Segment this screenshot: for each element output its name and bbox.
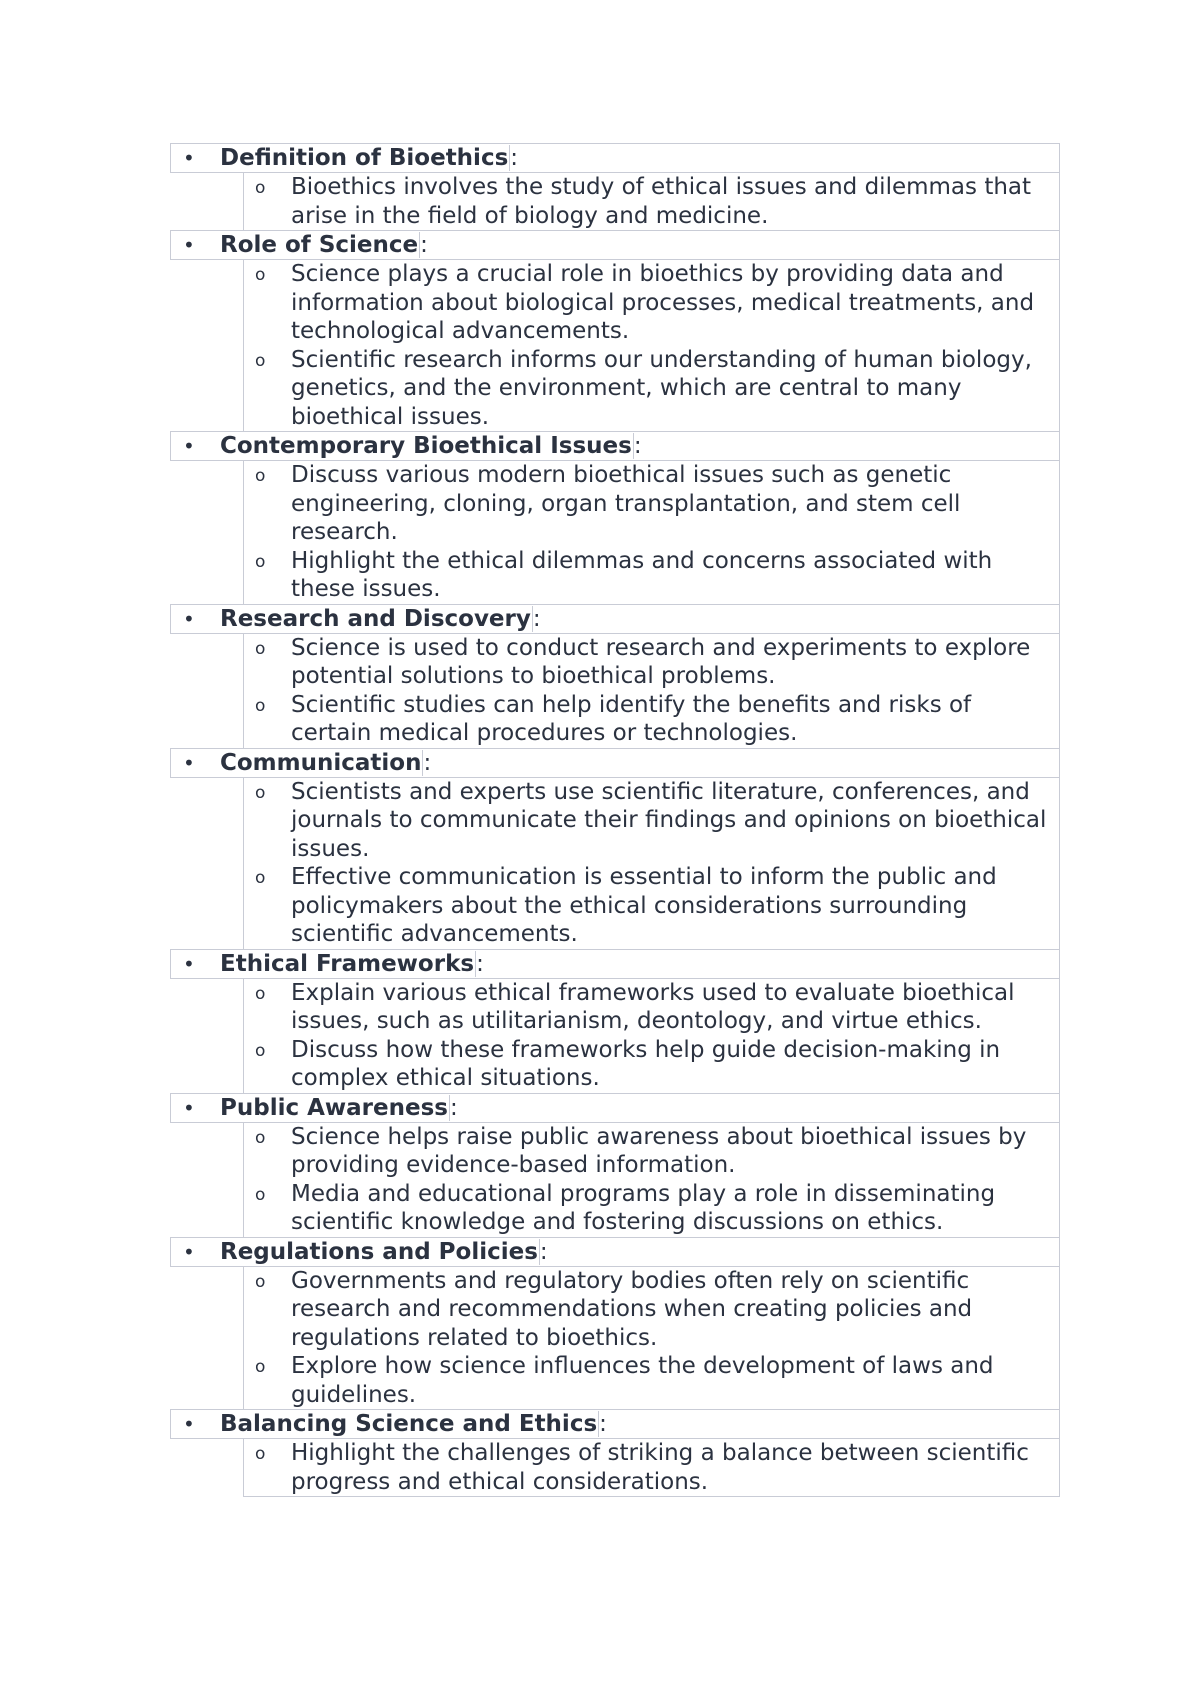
- title-colon: :: [476, 950, 484, 977]
- section-heading: [170, 431, 1060, 461]
- point-text: Science plays a crucial role in bioethics by providing data and information about biological processes, medical treatments, and technological advancements.: [291, 261, 1035, 344]
- bullet-icon: •: [183, 146, 195, 170]
- section-points: [243, 1438, 1060, 1497]
- point-text: Science helps raise public awareness about bioethical issues by providing evidence-based information.: [291, 1123, 1027, 1178]
- section-points: [243, 777, 1060, 950]
- sub-bullet-icon: o: [255, 350, 266, 371]
- sub-bullet-icon: o: [255, 695, 266, 716]
- section-heading: [170, 1093, 1060, 1123]
- bullet-icon: •: [183, 606, 195, 631]
- list-item: [255, 1439, 1055, 1496]
- list-item: [255, 691, 1055, 748]
- section-heading: [170, 143, 1060, 173]
- title-colon: :: [449, 1094, 458, 1121]
- section-heading: [170, 1409, 1060, 1439]
- point-text: Science is used to conduct research and experiments to explore potential solutions to bioethical problems.: [291, 634, 1031, 689]
- sub-bullet-icon: o: [255, 983, 266, 1004]
- section-title: Balancing Science and Ethics: [220, 1411, 598, 1437]
- sub-bullet-icon: o: [255, 178, 266, 198]
- section-title: Contemporary Bioethical Issues: [220, 433, 632, 459]
- section-title: Definition of Bioethics: [220, 145, 509, 171]
- list-item: [255, 173, 1055, 230]
- list-item: [255, 260, 1055, 346]
- point-text: Bioethics involves the study of ethical issues and dilemmas that arise in the field of biology and medicine.: [291, 174, 1032, 229]
- sub-bullet-icon: o: [255, 1127, 266, 1148]
- list-item: [255, 1123, 1055, 1180]
- title-colon: :: [423, 749, 432, 776]
- section-heading: [170, 1237, 1060, 1267]
- point-text: Discuss various modern bioethical issues such as genetic engineering, cloning, organ transplantation, and stem cell research.: [291, 462, 961, 545]
- bioethics-outline: [170, 144, 1060, 1497]
- list-item: [255, 863, 1055, 949]
- sub-bullet-icon: o: [255, 782, 266, 803]
- list-item: [255, 634, 1055, 691]
- point-text: Highlight the challenges of striking a balance between scientific progress and ethical considerations.: [291, 1440, 1029, 1495]
- bullet-icon: •: [183, 434, 195, 458]
- point-text: Highlight the ethical dilemmas and concerns associated with these issues.: [291, 547, 993, 602]
- list-item: [255, 979, 1055, 1036]
- section-points: [243, 259, 1060, 432]
- list-item: [255, 778, 1055, 864]
- point-text: Governments and regulatory bodies often rely on scientific research and recommendations when creating policies and regulations related to bioethics.: [291, 1267, 973, 1351]
- list-item: [255, 1180, 1055, 1237]
- list-item: [255, 547, 1055, 604]
- title-colon: :: [599, 1411, 607, 1437]
- title-colon: :: [633, 433, 642, 459]
- bullet-icon: •: [183, 951, 195, 976]
- bullet-icon: •: [183, 750, 195, 775]
- sub-bullet-icon: o: [255, 1184, 266, 1205]
- section-heading: [170, 604, 1060, 634]
- point-text: Explain various ethical frameworks used to evaluate bioethical issues, such as utilitarianism, deontology, and virtue ethics.: [291, 979, 1015, 1034]
- section-points: [243, 978, 1060, 1094]
- sub-bullet-icon: o: [255, 1040, 266, 1061]
- section-points: [243, 1122, 1060, 1238]
- sub-bullet-icon: o: [255, 868, 266, 888]
- sub-bullet-icon: o: [255, 466, 266, 486]
- section-title: Ethical Frameworks: [220, 950, 475, 977]
- bullet-icon: •: [183, 1239, 195, 1264]
- section-heading: [170, 748, 1060, 778]
- section-points: [243, 172, 1060, 231]
- section-points: [243, 460, 1060, 605]
- point-text: Effective communication is essential to inform the public and policymakers about the ethical considerations surrounding scientific advancements.: [291, 864, 997, 947]
- list-item: [255, 461, 1055, 547]
- sub-bullet-icon: o: [255, 265, 266, 285]
- point-text: Discuss how these frameworks help guide decision-making in complex ethical situations.: [291, 1036, 1001, 1091]
- title-colon: :: [539, 1238, 548, 1265]
- bullet-icon: •: [183, 1412, 195, 1436]
- title-colon: :: [532, 605, 541, 632]
- section-heading: [170, 949, 1060, 979]
- section-title: Research and Discovery: [220, 605, 531, 632]
- sub-bullet-icon: o: [255, 1444, 266, 1464]
- title-colon: :: [510, 145, 519, 171]
- section-title: Public Awareness: [220, 1094, 448, 1121]
- section-points: [243, 1266, 1060, 1411]
- bullet-icon: •: [183, 233, 195, 257]
- list-item: [255, 346, 1055, 432]
- bullet-icon: •: [183, 1095, 195, 1120]
- sub-bullet-icon: o: [255, 1271, 266, 1292]
- list-item: [255, 1352, 1055, 1409]
- sub-bullet-icon: o: [255, 638, 266, 659]
- section-title: Role of Science: [220, 232, 419, 258]
- section-title: Regulations and Policies: [220, 1238, 538, 1265]
- section-heading: [170, 230, 1060, 260]
- list-item: [255, 1036, 1055, 1093]
- point-text: Scientific research informs our understanding of human biology, genetics, and the environment, which are central to many bioethical issues.: [291, 346, 1032, 430]
- point-text: Scientific studies can help identify the benefits and risks of certain medical procedures or technologies.: [291, 691, 972, 746]
- sub-bullet-icon: o: [255, 551, 266, 572]
- point-text: Scientists and experts use scientific literature, conferences, and journals to communicate their findings and opinions on bioethical issues.: [291, 778, 1047, 862]
- list-item: [255, 1267, 1055, 1353]
- title-colon: :: [420, 232, 428, 258]
- section-title: Communication: [220, 749, 422, 776]
- point-text: Media and educational programs play a role in disseminating scientific knowledge and fostering discussions on ethics.: [291, 1180, 996, 1235]
- point-text: Explore how science influences the development of laws and guidelines.: [291, 1353, 994, 1408]
- sub-bullet-icon: o: [255, 1357, 266, 1377]
- section-points: [243, 633, 1060, 749]
